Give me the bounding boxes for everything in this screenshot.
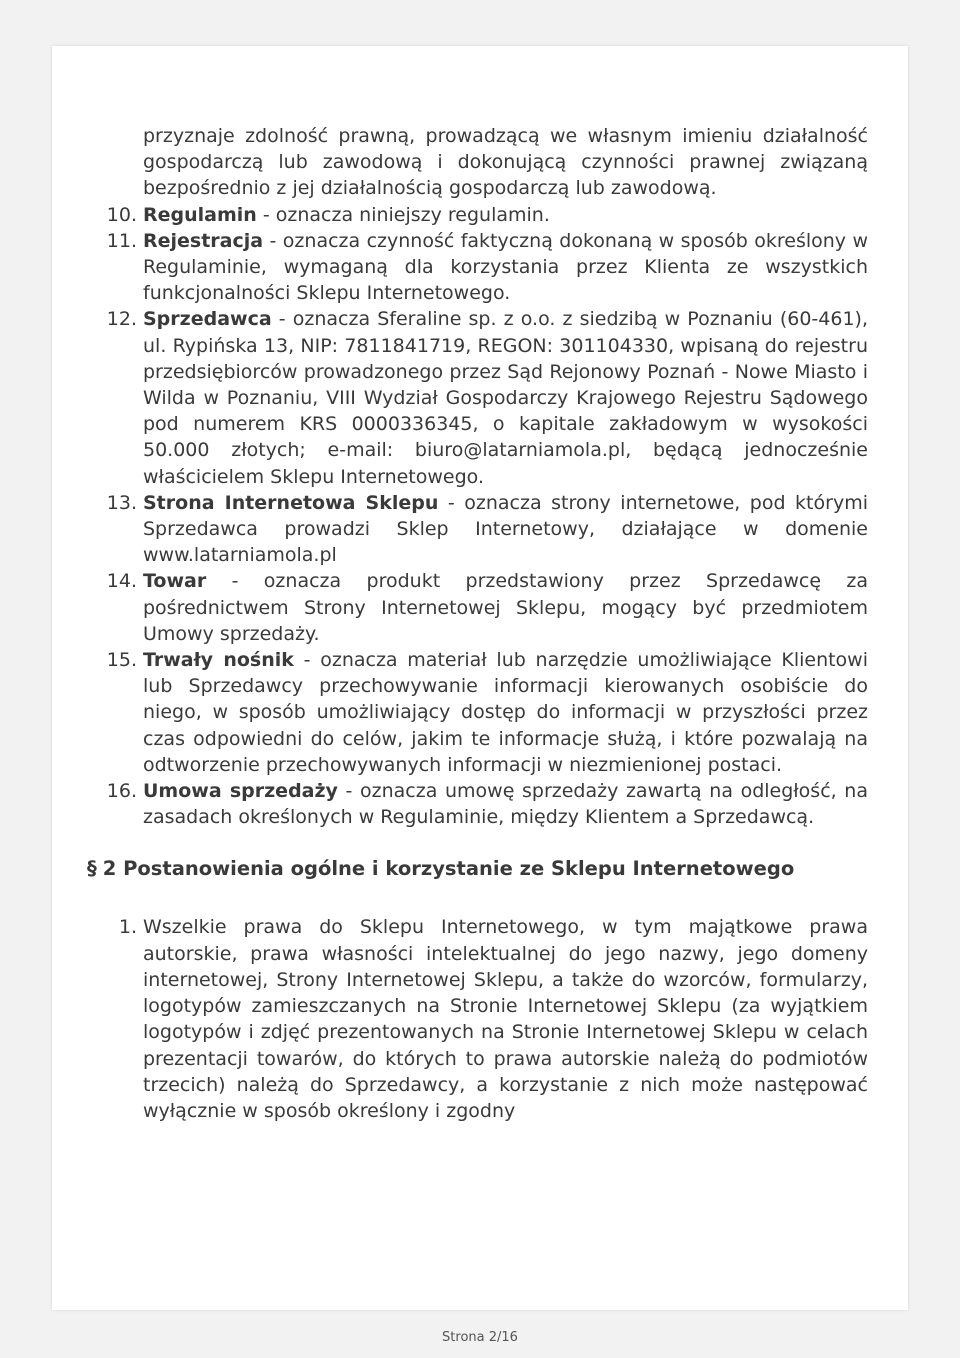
definition-term: Regulamin [143, 203, 257, 226]
item-number: 14. [106, 570, 137, 593]
section-item-text: Wszelkie prawa do Sklepu Internetowego, w tym majątkowe prawa autorskie, prawa własności intelektualnej do jego nazwy, jego domeny internetowej, Strony Internetowej Sklepu, a także do wzorców, formularzy, logotypów zamieszczanych na Stronie Internetowej Sklepu (za wyjątkiem logotypów i zdjęć prezentowanych na Stronie Internetowej Sklepu w celach prezentacji towarów, do których to prawa autorskie należą do podmiotów trzecich) należą do Sprzedawcy, a korzystanie z nich może następować wyłącznie w sposób określony i zgodny [143, 916, 868, 1122]
definition-text: - oznacza Sferaline sp. z o.o. z siedzibą w Poznaniu (60-461), ul. Rypińska 13, NIP: 7811841719, REGON: 301104330, wpisaną do rejestru przedsiębiorców prowadzonego przez Sąd Rejonowy Poznań - Nowe Miasto i Wilda w Poznaniu, VIII Wydział Gospodarczy Krajowego Rejestru Sądowego pod numerem KRS 0000336345, o kapitale zakładowym w wysokości 50.000 złotych; e-mail: biuro@latarniamola.pl, będącą jednocześnie właścicielem Sklepu Internetowego. [143, 308, 868, 488]
definition-term: Sprzedawca [143, 308, 272, 331]
definition-term: Rejestracja [143, 229, 264, 252]
definition-text: - oznacza niniejszy regulamin. [256, 203, 550, 226]
definition-term: Strona Internetowa Sklepu [143, 491, 439, 514]
definition-term: Towar [143, 570, 207, 593]
definition-text: - oznacza czynność faktyczną dokonaną w sposób określony w Regulaminie, wymaganą dla korzystania przez Klienta ze wszystkich funkcjonalności Sklepu Internetowego. [143, 229, 868, 305]
definition-text: - oznacza materiał lub narzędzie umożliwiające Klientowi lub Sprzedawcy przechowywanie informacji kierowanych osobiście do niego, w sposób umożliwiający dostęp do informacji w przyszłości przez czas odpowiedni do celów, jakim te informacje służą, i które pozwalają na odtworzenie przechowywanych informacji w niezmienionej postaci. [143, 649, 869, 776]
definition-term: Umowa sprzedaży [143, 780, 338, 803]
document-page [52, 46, 908, 1310]
definition-item [106, 202, 868, 228]
section-symbol: § [87, 857, 97, 881]
section-items-list [118, 914, 868, 1124]
definition-item [106, 306, 868, 489]
definition-text: - oznacza umowę sprzedaży zawartą na odległość, na zasadach określonych w Regulaminie, między Klientem a Sprzedawcą. [143, 780, 868, 829]
continuation-paragraph: przyznaje zdolność prawną, prowadzącą we własnym imieniu działalność gospodarczą lub zawodową i dokonującą czynności prawnej związaną bezpośrednio z jej działalnością gospodarczą lub zawodową. [143, 125, 868, 200]
definition-text: - oznacza strony internetowe, pod którymi Sprzedawca prowadzi Sklep Internetowy, działające w domenie www.latarniamola.pl [143, 491, 868, 567]
definition-item [106, 568, 868, 647]
definition-item [106, 647, 869, 778]
section-title: 2 Postanowienia ogólne i korzystanie ze Sklepu Internetowego [102, 857, 795, 881]
item-number: 15. [106, 649, 137, 672]
definition-text: - oznacza produkt przedstawiony przez Sprzedawcę za pośrednictwem Strony Internetowej Sklepu, mogący być przedmiotem Umowy sprzedaży. [143, 570, 868, 645]
item-number: 13. [106, 491, 137, 514]
definition-term: Trwały nośnik [143, 649, 294, 672]
item-number: 10. [106, 203, 137, 226]
definition-item [106, 778, 868, 830]
item-number: 11. [106, 229, 137, 252]
definition-item [106, 228, 868, 307]
section-heading [87, 856, 868, 882]
page-content [87, 123, 869, 1124]
definitions-list [106, 202, 869, 831]
item-number: 12. [106, 308, 137, 331]
section-item [118, 914, 868, 1124]
definition-item [106, 490, 868, 569]
item-number: 16. [106, 780, 137, 803]
page-number: Strona 2/16 [442, 1330, 518, 1345]
item-number: 1. [118, 916, 137, 939]
